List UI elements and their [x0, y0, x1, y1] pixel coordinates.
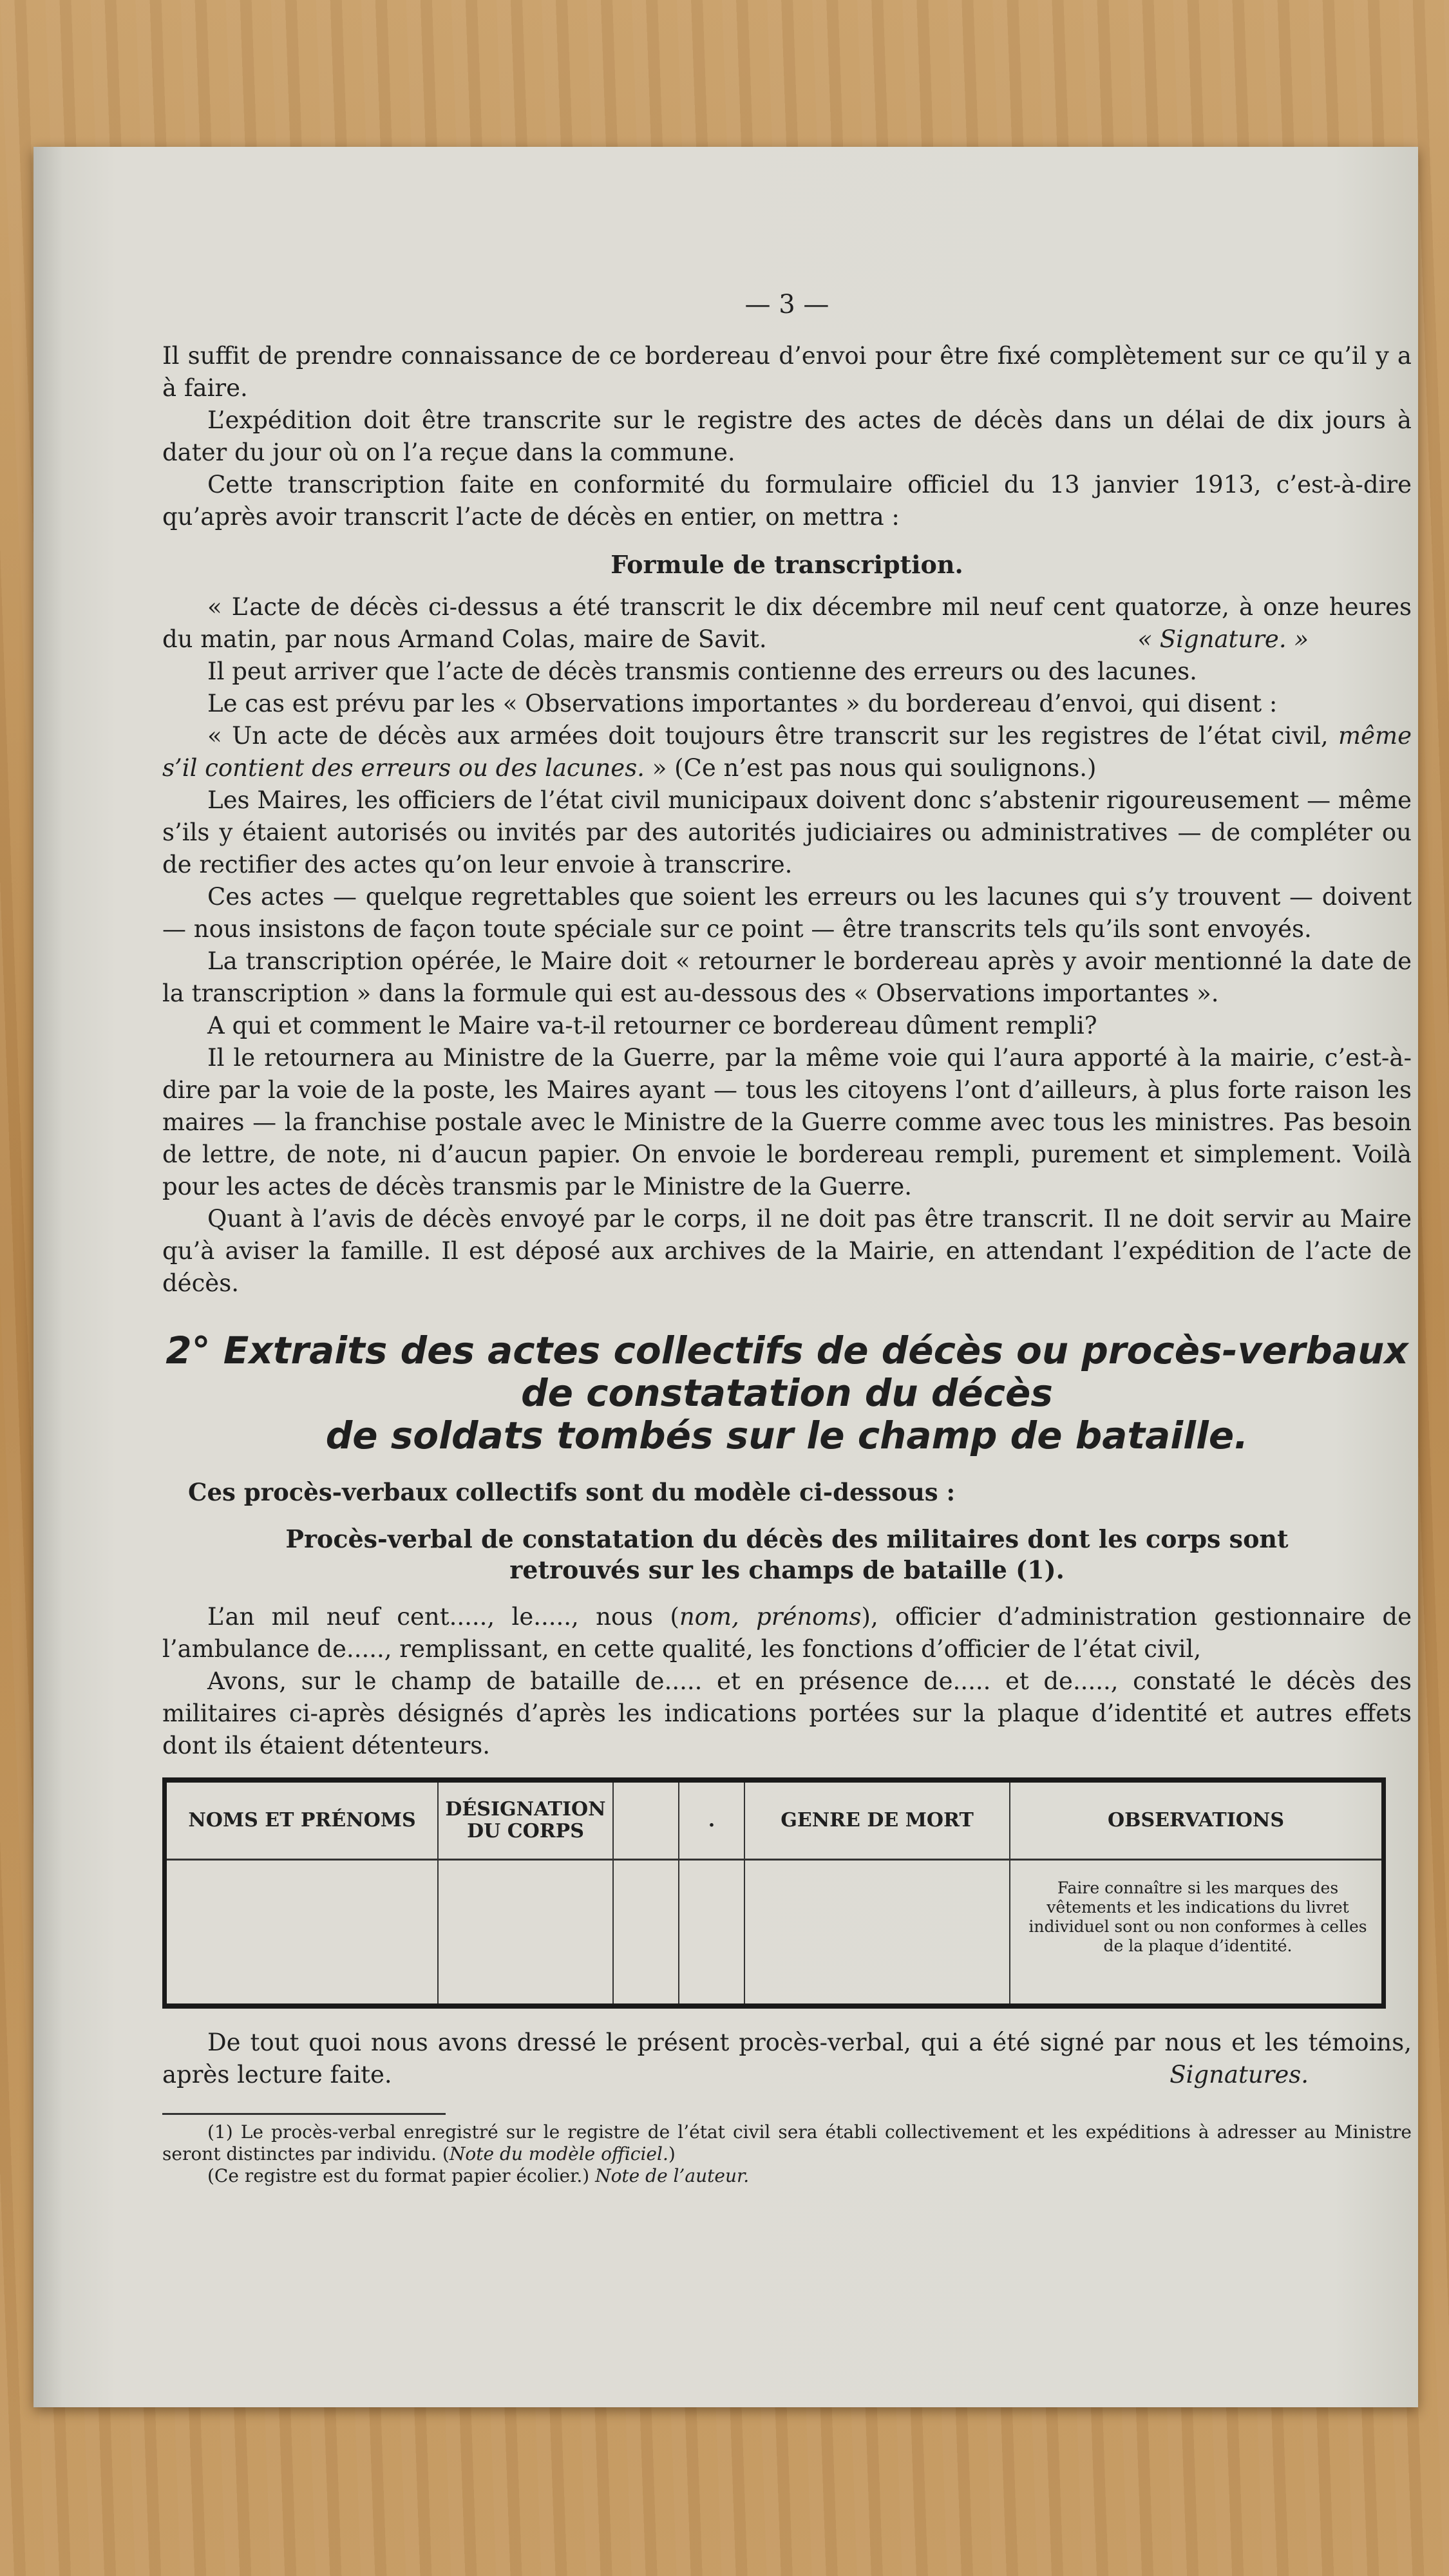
- footnote-divider: [162, 2113, 446, 2115]
- col-header-names: NOMS ET PRÉNOMS: [165, 1780, 439, 1860]
- table-cell: [438, 1860, 613, 2007]
- table-cell: [165, 1860, 439, 2007]
- formula-body: « L’acte de décès ci-dessus a été transcrit le dix décembre mil neuf cent quatorze, à onze heures du matin, par nous Armand Colas, maire de Savit.: [162, 593, 1412, 653]
- closing-paragraph: [162, 2027, 1412, 2091]
- col-header-dot: .: [679, 1780, 744, 1860]
- pv-heading-line: Procès-verbal de constatation du décès des militaires dont les corps sont: [285, 1524, 1289, 1553]
- document-page: [33, 147, 1418, 2407]
- quote-start: « Un acte de décès aux armées doit toujours être transcrit sur les registres de l’état civil,: [207, 722, 1329, 750]
- pv-paragraph: Avons, sur le champ de bataille de..... et en présence de..... et de....., constaté le décès des militaires ci-après désignés d’après les indications portées sur la plaque d’identité et autres effets dont ils étaient détenteurs.: [162, 1667, 1412, 1759]
- section-title: [162, 1329, 1412, 1457]
- formula-text: [162, 591, 1412, 656]
- footnote-1-start: (1) Le procès-verbal enregistré sur le registre de l’état civil sera établi collectivement et les expéditions à adresser au Ministre seront distinctes par individu. (: [162, 2121, 1412, 2164]
- quote-italic: même s’il contient des erreurs ou des lacunes.: [162, 722, 1412, 782]
- paragraph: Il le retournera au Ministre de la Guerre, par la même voie qui l’aura apporté à la mairie, c’est-à-dire par la voie de la poste, les Maires ayant — tous les citoyens l’ont d’ailleurs, à plus forte raison les maires — la franchise postale avec le Ministre de la Guerre comme avec tous les ministres. Pas besoin de lettre, de note, ni d’aucun papier. On envoie le bordereau rempli, purement et simplement. Voilà pour les actes de décès transmis par le Ministre de la Guerre.: [162, 1044, 1412, 1200]
- footnote: [162, 2121, 1412, 2165]
- section-title-line: 2° Extraits des actes collectifs de décès ou procès-verbaux: [166, 1329, 1408, 1372]
- paragraph: Il peut arriver que l’acte de décès transmis contienne des erreurs ou des lacunes.: [207, 658, 1197, 685]
- page-content: [162, 289, 1412, 2187]
- table-header-row: [165, 1780, 1384, 1860]
- section-intro: Ces procès-verbaux collectifs sont du modèle ci-dessous :: [188, 1478, 956, 1506]
- col-header-corps: DÉSIGNATION DU CORPS: [438, 1780, 613, 1860]
- table-row: [165, 1860, 1384, 2007]
- col-header-observations: OBSERVATIONS: [1010, 1780, 1384, 1860]
- section-title-line: de soldats tombés sur le champ de bataille.: [325, 1414, 1249, 1457]
- paragraph: Quant à l’avis de décès envoyé par le corps, il ne doit pas être transcrit. Il ne doit servir au Maire qu’à aviser la famille. Il est déposé aux archives de la Mairie, en attendant l’expédition de l’acte de décès.: [162, 1205, 1412, 1297]
- footnote-2-italic: Note de l’auteur.: [595, 2165, 750, 2186]
- paragraph: A qui et comment le Maire va-t-il retourner ce bordereau dûment rempli?: [207, 1012, 1097, 1039]
- formula-heading: Formule de transcription.: [611, 550, 963, 579]
- footnote-2-start: (Ce registre est du format papier écolier.): [207, 2165, 596, 2186]
- col-header-blank: [613, 1780, 679, 1860]
- table-cell: [679, 1860, 744, 2007]
- paragraph: Le cas est prévu par les « Observations importantes » du bordereau d’envoi, qui disent :: [207, 690, 1278, 717]
- col-header-genre: GENRE DE MORT: [744, 1780, 1010, 1860]
- pv-p1-start: L’an mil neuf cent....., le....., nous (: [207, 1603, 679, 1631]
- quote-end: » (Ce n’est pas nous qui soulignons.): [652, 754, 1097, 782]
- observations-note: Faire connaître si les marques des vêtements et les indications du livret individuel sont ou non conformes à celles de la plaque d’identité.: [1028, 1879, 1367, 1955]
- pv-p1-end: ), officier d’administration gestionnaire de l’ambulance de....., remplissant, en cette qualité, les fonctions d’officier de l’état civil,: [162, 1603, 1412, 1663]
- paragraph: Il suffit de prendre connaissance de ce bordereau d’envoi pour être fixé complètement sur ce qu’il y a à faire.: [162, 342, 1412, 402]
- footnote-1-italic: Note du modèle officiel.: [449, 2143, 668, 2164]
- table-cell: [1010, 1860, 1384, 2007]
- quote-paragraph: [162, 720, 1412, 784]
- paragraph: Ces actes — quelque regrettables que soient les erreurs ou les lacunes qui s’y trouvent — doivent — nous insistons de façon toute spéciale sur ce point — être transcrits tels qu’ils sont envoyés.: [162, 883, 1412, 943]
- pv-p1-italic: nom, prénoms: [679, 1603, 862, 1631]
- pv-table: [162, 1777, 1386, 2009]
- pv-heading: [162, 1524, 1412, 1586]
- formula-signature: « Signature. »: [1137, 625, 1309, 653]
- footnote-1-end: ): [668, 2143, 676, 2164]
- table-cell: [613, 1860, 679, 2007]
- paragraph: L’expédition doit être transcrite sur le registre des actes de décès dans un délai de dix jours à dater du jour où on l’a reçue dans la commune.: [162, 406, 1412, 466]
- pv-heading-line: retrouvés sur les champs de bataille (1).: [509, 1555, 1065, 1584]
- closing-signature: Signatures.: [1170, 2061, 1309, 2088]
- paragraph: Les Maires, les officiers de l’état civil municipaux doivent donc s’abstenir rigoureusement — même s’ils y étaient autorisés ou invités par des autorités judiciaires ou administratives — de compléter ou de rectifier des actes qu’on leur envoie à transcrire.: [162, 786, 1412, 878]
- paragraph: La transcription opérée, le Maire doit « retourner le bordereau après y avoir mentionné la date de la transcription » dans la formule qui est au-dessous des « Observations importantes ».: [162, 947, 1412, 1007]
- paragraph: Cette transcription faite en conformité du formulaire officiel du 13 janvier 1913, c’est-à-dire qu’après avoir transcrit l’acte de décès en entier, on mettra :: [162, 471, 1412, 531]
- page-edge-shadow: [33, 147, 63, 2407]
- pv-paragraph: [162, 1601, 1412, 1665]
- footnote: [162, 2165, 1412, 2187]
- section-title-line: de constatation du décès: [521, 1371, 1053, 1415]
- closing-text: De tout quoi nous avons dressé le présent procès-verbal, qui a été signé par nous et les témoins, après lecture faite.: [162, 2029, 1412, 2088]
- page-number: — 3 —: [744, 290, 829, 319]
- table-cell: [744, 1860, 1010, 2007]
